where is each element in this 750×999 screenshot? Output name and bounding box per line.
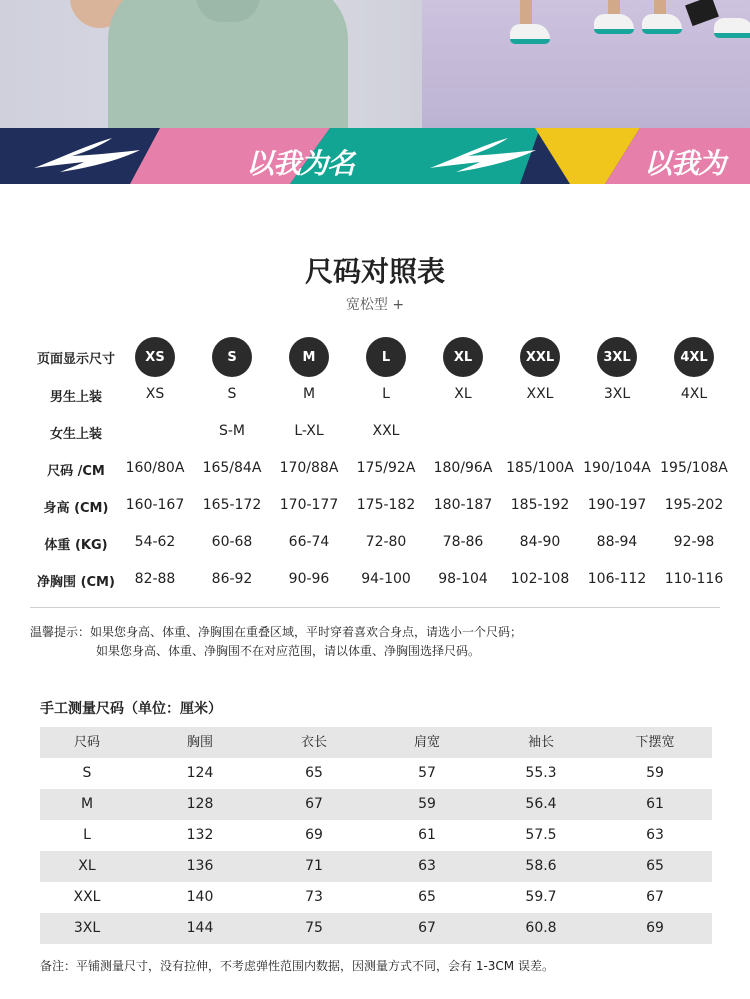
header-size: 尺码 (73, 735, 100, 750)
header-length: 衣长 (300, 735, 327, 750)
row-shoulder: 59 (418, 796, 436, 812)
row-shoulder: 65 (418, 889, 436, 905)
row-chest: 132 (186, 827, 214, 843)
size-badge: XS (135, 337, 175, 377)
row-shoulder: 57 (418, 765, 436, 781)
row-label-men-top: 男生上装 (49, 390, 102, 405)
row-label-height: 身高 (CM) (43, 501, 109, 516)
row-sleeve: 59.7 (525, 889, 557, 905)
row-chest: 144 (186, 920, 214, 936)
women-top-cell: XXL (372, 423, 400, 439)
weight-cell: 92-98 (673, 534, 715, 550)
women-top-cell: L-XL (294, 423, 324, 439)
size-badge: S (212, 337, 252, 377)
height-cell: 170-177 (279, 497, 339, 513)
row-hem: 61 (646, 796, 664, 812)
height-cell: 195-202 (664, 497, 724, 513)
size-chart-title: 尺码对照表 (304, 255, 445, 288)
size-badge: M (289, 337, 329, 377)
row-length: 67 (305, 796, 323, 812)
row-size: L (83, 827, 91, 843)
chest-cell: 102-108 (510, 571, 570, 587)
running-shoe (642, 14, 682, 34)
measurement-title: 手工测量尺码（单位：厘米） (40, 701, 222, 717)
women-top-cell: S-M (218, 423, 246, 439)
table-row (40, 789, 712, 820)
row-length: 69 (305, 827, 323, 843)
table-row (40, 820, 712, 851)
weight-cell: 84-90 (519, 534, 561, 550)
row-sleeve: 56.4 (525, 796, 557, 812)
row-size: XXL (73, 889, 101, 905)
size-cm-cell: 180/96A (433, 460, 493, 476)
weight-cell: 88-94 (596, 534, 638, 550)
table-row (40, 758, 712, 789)
row-shoulder: 61 (418, 827, 436, 843)
brand-stripe (0, 128, 750, 184)
height-cell: 190-197 (587, 497, 647, 513)
row-sleeve: 60.8 (525, 920, 557, 936)
men-top-cell: XL (454, 386, 472, 402)
row-size: 3XL (73, 920, 101, 936)
row-shoulder: 63 (418, 858, 436, 874)
weight-cell: 78-86 (442, 534, 484, 550)
row-chest: 136 (186, 858, 214, 874)
height-cell: 160-167 (125, 497, 185, 513)
running-shoe (594, 14, 634, 34)
row-length: 71 (305, 858, 323, 874)
row-label-display-size: 页面显示尺寸 (36, 352, 115, 367)
row-hem: 59 (646, 765, 664, 781)
height-cell: 175-182 (356, 497, 416, 513)
row-label-weight: 体重 (KG) (44, 538, 108, 553)
running-shoe (714, 18, 750, 38)
size-badge: XL (443, 337, 483, 377)
row-hem: 65 (646, 858, 664, 874)
chest-cell: 110-116 (664, 571, 724, 587)
row-label-chest: 净胸围 (CM) (37, 575, 115, 590)
height-cell: 185-192 (510, 497, 570, 513)
men-top-cell: XXL (526, 386, 554, 402)
height-cell: 180-187 (433, 497, 493, 513)
size-badge: L (366, 337, 406, 377)
men-top-cell: M (302, 386, 316, 402)
brand-slogan-right: 以我为名 (644, 147, 726, 220)
running-shoe (510, 24, 550, 44)
table-header-row (40, 727, 712, 758)
chest-cell: 98-104 (438, 571, 488, 587)
size-cm-cell: 190/104A (583, 460, 651, 476)
row-hem: 67 (646, 889, 664, 905)
row-label-women-top: 女生上装 (49, 427, 102, 442)
header-sleeve: 袖长 (527, 735, 554, 750)
row-size: XL (78, 858, 96, 874)
men-top-cell: 4XL (680, 386, 708, 402)
chest-cell: 106-112 (587, 571, 647, 587)
measurement-note: 备注：平铺测量尺寸，没有拉伸，不考虑弹性范围内数据，因测量方式不同，会有 1-3CM 误差。 (40, 959, 554, 973)
row-chest: 124 (186, 765, 214, 781)
table-row (40, 913, 712, 944)
row-sleeve: 58.6 (525, 858, 557, 874)
size-cm-cell: 170/88A (279, 460, 339, 476)
row-length: 75 (305, 920, 323, 936)
chest-cell: 94-100 (361, 571, 411, 587)
men-top-cell: S (227, 386, 237, 402)
weight-cell: 66-74 (288, 534, 330, 550)
men-top-cell: L (382, 386, 390, 402)
size-cm-cell: 175/92A (356, 460, 416, 476)
row-chest: 140 (186, 889, 214, 905)
size-badge: XXL (520, 337, 560, 377)
size-cm-cell: 165/84A (202, 460, 262, 476)
size-cm-cell: 185/100A (506, 460, 574, 476)
row-size: M (80, 796, 94, 812)
row-hem: 63 (646, 827, 664, 843)
men-top-cell: XS (145, 386, 165, 402)
chest-cell: 86-92 (211, 571, 253, 587)
header-hem: 下摆宽 (635, 735, 675, 750)
row-shoulder: 67 (418, 920, 436, 936)
size-badge: 4XL (674, 337, 714, 377)
fit-type-subtitle: 宽松型 + (345, 297, 405, 313)
weight-cell: 60-68 (211, 534, 253, 550)
row-sleeve: 57.5 (525, 827, 557, 843)
tip-line-2: 如果您身高、体重、净胸围不在对应范围，请以体重、净胸围选择尺码。 (96, 644, 481, 658)
men-top-cell: 3XL (603, 386, 631, 402)
section-divider (30, 607, 720, 608)
hero-photo-shirt (0, 0, 422, 128)
chest-cell: 90-96 (288, 571, 330, 587)
hero-photo-banner (0, 0, 750, 128)
weight-cell: 72-80 (365, 534, 407, 550)
row-chest: 128 (186, 796, 214, 812)
table-row (40, 882, 712, 913)
row-length: 65 (305, 765, 323, 781)
tip-line-1: 温馨提示：如果您身高、体重、净胸围在重叠区域，平时穿着喜欢合身点，请选小一个尺码； (30, 625, 523, 639)
size-cm-cell: 160/80A (125, 460, 185, 476)
brand-stripe-graphic (0, 128, 750, 184)
chest-cell: 82-88 (134, 571, 176, 587)
header-chest: 胸围 (186, 735, 213, 750)
row-hem: 69 (646, 920, 664, 936)
row-label-size-cm: 尺码 /CM (47, 464, 105, 479)
table-row (40, 851, 712, 882)
size-cm-cell: 195/108A (660, 460, 728, 476)
header-shoulder: 肩宽 (413, 735, 440, 750)
weight-cell: 54-62 (134, 534, 176, 550)
row-length: 73 (305, 889, 323, 905)
brand-slogan-left: 以我为名 (246, 147, 355, 180)
height-cell: 165-172 (202, 497, 262, 513)
row-sleeve: 55.3 (525, 765, 557, 781)
size-badge: 3XL (597, 337, 637, 377)
row-size: S (82, 765, 92, 781)
